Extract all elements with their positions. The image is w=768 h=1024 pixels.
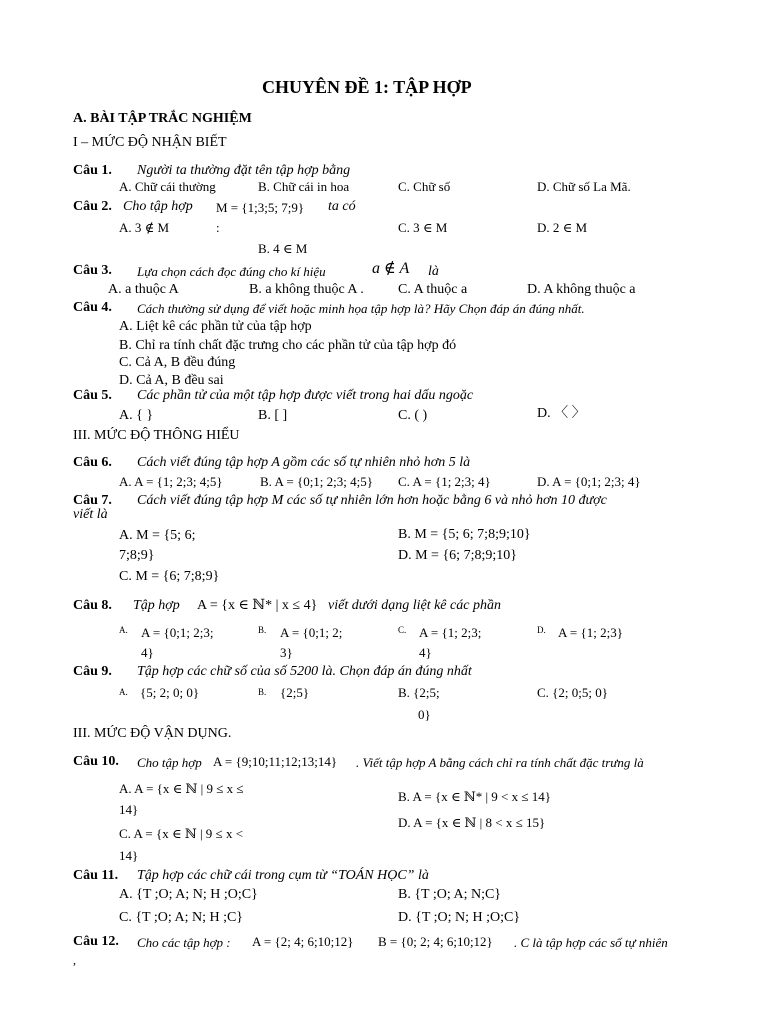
question-text-tail: ta có — [328, 199, 356, 214]
option-c: B. {2;5; — [398, 685, 440, 700]
option-d: D. {T ;O; N; H ;O;C} — [398, 910, 521, 925]
option-c: C. M = {6; 7;8;9} — [119, 569, 220, 584]
option-a-letter: A. — [119, 687, 128, 697]
question-text-tail: . C là tập hợp các số tự nhiên — [514, 935, 668, 950]
option-b: B. Chỉ ra tính chất đặc trưng cho các phần tử của tập hợp đó — [119, 338, 457, 353]
option-b: B. [ ] — [258, 408, 288, 423]
option-a: A. A = {x ∈ ℕ | 9 ≤ x ≤ — [119, 781, 244, 796]
option-c: A = {1; 2;3; — [419, 625, 482, 640]
option-c: C. {T ;O; A; N; H ;C} — [119, 910, 244, 925]
question-text: Các phần tử của một tập hợp được viết trong hai dấu ngoặc — [137, 388, 474, 403]
option-c-cont: 14} — [119, 848, 139, 863]
math-set: A = {2; 4; 6;10;12} — [252, 934, 354, 949]
page-title: CHUYÊN ĐỀ 1: TẬP HỢP — [262, 77, 472, 97]
math-set: A = {9;10;11;12;13;14} — [213, 754, 338, 769]
question-text-tail: . Viết tập hợp A bằng cách chỉ ra tính chất đặc trưng là — [356, 755, 644, 770]
option-b-letter: B. — [258, 687, 267, 697]
question-text: Cho các tập hợp : — [137, 935, 231, 950]
option-a: A. Liệt kê các phần tử của tập hợp — [119, 319, 312, 334]
stray-mark: : — [216, 220, 220, 235]
stray-mark: , — [73, 953, 76, 967]
question-text: Cách viết đúng tập hợp M các số tự nhiên lớn hơn hoặc bằng 6 và nhỏ hơn 10 được — [137, 493, 607, 508]
question-label: Câu 6. — [73, 455, 112, 470]
option-b: B. A = {x ∈ ℕ* | 9 < x ≤ 14} — [398, 789, 552, 804]
question-text-tail: là — [428, 264, 439, 279]
option-d: D. A = {0;1; 2;3; 4} — [537, 474, 641, 489]
option-c-letter: C. — [398, 625, 407, 635]
question-label: Câu 1. — [73, 163, 112, 178]
question-text: Cách viết đúng tập hợp A gồm các số tự nhiên nhỏ hơn 5 là — [137, 455, 471, 470]
option-c: C. Cả A, B đều đúng — [119, 355, 236, 370]
question-label: Câu 8. — [73, 598, 112, 613]
option-a-cont: 14} — [119, 802, 139, 817]
option-c-cont: 4} — [419, 645, 432, 660]
option-a: A. { } — [119, 408, 154, 423]
option-b-letter: B. — [258, 625, 267, 635]
option-d-letter: D. — [537, 625, 546, 635]
question-text: Tập hợp các chữ cái trong cụm từ “TOÁN HỌC” là — [137, 868, 429, 883]
option-a: A. a thuộc A — [108, 282, 179, 297]
math-set: B = {0; 2; 4; 6;10;12} — [378, 934, 493, 949]
question-text: Tập hợp các chữ số của số 5200 là. Chọn đáp án đúng nhất — [137, 664, 472, 679]
question-text: Tập hợp — [133, 598, 180, 613]
math-symbol: a ∉ A — [372, 260, 410, 277]
question-text: Cho tập hợp — [123, 199, 193, 214]
option-a: {5; 2; 0; 0} — [140, 685, 200, 700]
option-a: A = {0;1; 2;3; — [141, 625, 214, 640]
option-d: C. {2; 0;5; 0} — [537, 685, 608, 700]
option-d: D. A = {x ∈ ℕ | 8 < x ≤ 15} — [398, 815, 546, 830]
question-label: Câu 9. — [73, 664, 112, 679]
option-b: B. a không thuộc A . — [249, 282, 364, 297]
question-text: Người ta thường đặt tên tập hợp bằng — [137, 163, 351, 178]
question-label: Câu 11. — [73, 868, 119, 883]
option-c: C. 3 ∈ M — [398, 220, 448, 235]
question-text: Cho tập hợp — [137, 755, 202, 770]
option-d: D. 2 ∈ M — [537, 220, 588, 235]
option-c: C. ( ) — [398, 408, 428, 423]
level-heading: III. MỨC ĐỘ VẬN DỤNG. — [73, 726, 232, 741]
math-set: M = {1;3;5; 7;9} — [216, 200, 305, 215]
option-a-cont: 7;8;9} — [119, 548, 155, 563]
option-b-cont: 3} — [280, 645, 293, 660]
option-b: A = {0;1; 2; — [280, 625, 343, 640]
math-set: A = {x ∈ ℕ* | x ≤ 4} — [197, 598, 318, 613]
option-a-cont: 4} — [141, 645, 154, 660]
option-b: B. Chữ cái in hoa — [258, 179, 350, 194]
question-label: Câu 7. — [73, 493, 112, 508]
option-a: A. 3 ∉ M — [119, 220, 170, 235]
option-d: D. A không thuộc a — [527, 282, 636, 297]
option-d: D. Cả A, B đều sai — [119, 373, 224, 388]
question-text: Lựa chọn cách đọc đúng cho kí hiệu — [137, 264, 326, 279]
option-c: C. A thuộc a — [398, 282, 468, 297]
option-d: D. Chữ số La Mã. — [537, 179, 631, 194]
question-label: Câu 4. — [73, 300, 112, 315]
option-a-letter: A. — [119, 625, 128, 635]
question-label: Câu 10. — [73, 754, 119, 769]
question-text-cont: viết là — [73, 507, 108, 522]
option-c: C. A = {x ∈ ℕ | 9 ≤ x < — [119, 826, 244, 841]
option-b: B. 4 ∈ M — [258, 241, 308, 256]
question-label: Câu 5. — [73, 388, 112, 403]
option-c-cont: 0} — [418, 707, 431, 722]
option-b: B. M = {5; 6; 7;8;9;10} — [398, 527, 531, 542]
option-a: A. {T ;O; A; N; H ;O;C} — [119, 887, 258, 902]
option-d: D. 〈 〉 — [537, 406, 586, 421]
question-text: Cách thường sử dụng để viết hoặc minh họa tập hợp là? Hãy Chọn đáp án đúng nhất. — [137, 301, 585, 316]
option-b: B. A = {0;1; 2;3; 4;5} — [260, 474, 373, 489]
option-a: A. Chữ cái thường — [119, 179, 216, 194]
option-d: A = {1; 2;3} — [558, 625, 623, 640]
section-heading: A. BÀI TẬP TRẮC NGHIỆM — [73, 111, 252, 126]
option-b: {2;5} — [280, 685, 310, 700]
level-heading: III. MỨC ĐỘ THÔNG HIỂU — [73, 428, 240, 443]
level-heading: I – MỨC ĐỘ NHẬN BIẾT — [73, 135, 227, 150]
question-label: Câu 12. — [73, 934, 119, 949]
option-b: B. {T ;O; A; N;C} — [398, 887, 502, 902]
question-label: Câu 3. — [73, 263, 112, 278]
option-a: A. A = {1; 2;3; 4;5} — [119, 474, 223, 489]
question-text-tail: viết dưới dạng liệt kê các phần — [328, 598, 501, 613]
option-d: D. M = {6; 7;8;9;10} — [398, 548, 517, 563]
option-c: C. Chữ số — [398, 179, 451, 194]
option-a: A. M = {5; 6; — [119, 528, 196, 543]
option-c: C. A = {1; 2;3; 4} — [398, 474, 491, 489]
question-label: Câu 2. — [73, 199, 112, 214]
